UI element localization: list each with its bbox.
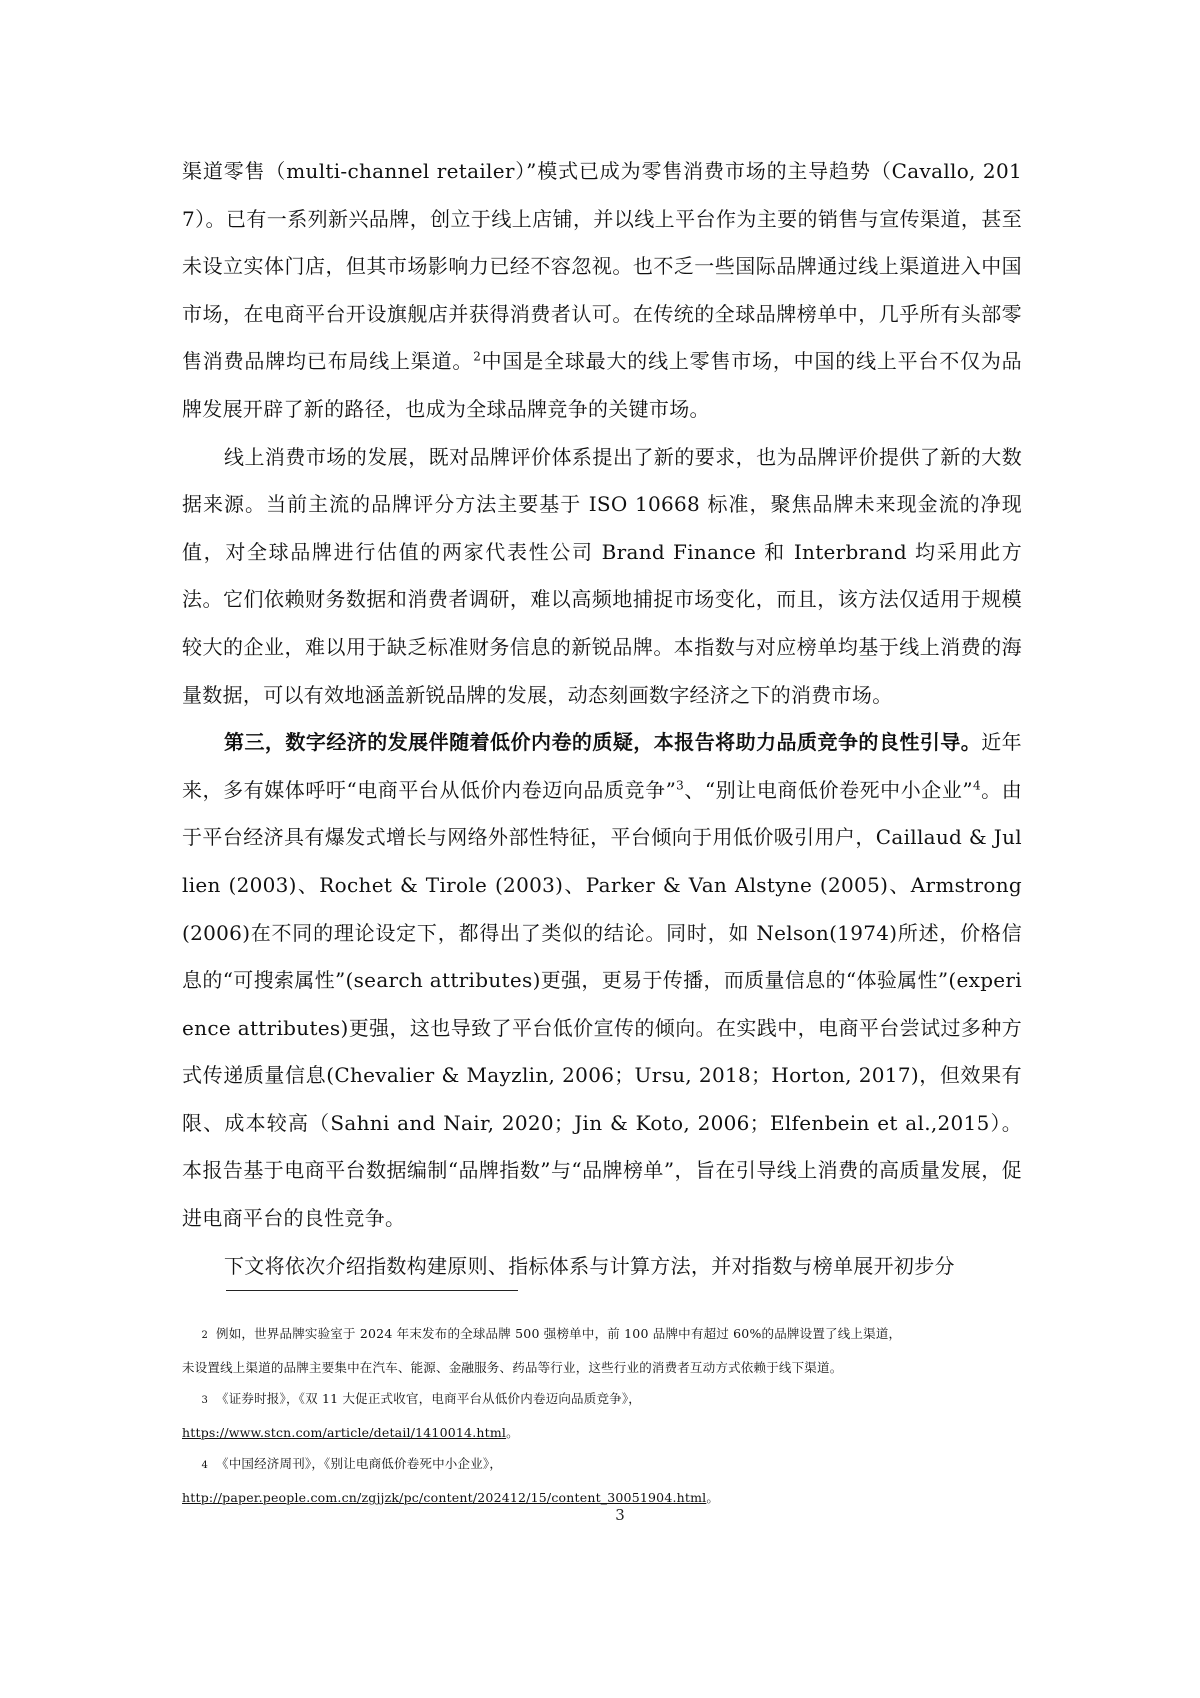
footnote-ref-2[interactable]: 2 xyxy=(473,349,482,364)
paragraph-2: 线上消费市场的发展，既对品牌评价体系提出了新的要求，也为品牌评价提供了新的大数据来源。当前主流的品牌评分方法主要基于 ISO 10668 标准，聚焦品牌未来现金流的净现值，对全球品牌进行估值的两家代表性公司 Brand Finance 和 Interbrand 均采用此方法。它们依赖财务数据和消费者调研，难以高频地捕捉市场变化，而且，该方法仅适用于规模较大的企业，难以用于缺乏标准财务信息的新锐品牌。本指数与对应榜单均基于线上消费的海量数据，可以有效地涵盖新锐品牌的发展，动态刻画数字经济之下的消费市场。 xyxy=(182,444,1022,707)
page-number: 3 xyxy=(615,1506,625,1524)
footnote-ref-3[interactable]: 3 xyxy=(676,778,685,793)
footnote-3-text: 《证券时报》，《双 11 大促正式收官，电商平台从低价内卷迈向品质竞争》， xyxy=(216,1391,642,1406)
footnote-3 xyxy=(182,1383,1022,1417)
paragraph-3-bold-lead: 第三，数字经济的发展伴随着低价内卷的质疑，本报告将助力品质竞争的良性引导。 xyxy=(224,730,982,755)
paragraph-3-text-b: 、“别让电商低价卷死中小企业” xyxy=(684,777,973,802)
paragraph-1-tail: 中国是全球最大的线上零售市场，中国的线上平台不仅为品牌发展开辟了新的路径，也成为全球品牌竞争的关键市场。 xyxy=(182,349,1022,421)
footnote-3-end: 。 xyxy=(506,1424,519,1440)
paragraph-3 xyxy=(182,719,1022,1243)
footnote-3-link-line xyxy=(182,1417,1022,1449)
footnote-2 xyxy=(182,1318,1022,1352)
footnote-2-line-1: 例如，世界品牌实验室于 2024 年末发布的全球品牌 500 强榜单中，前 100 品牌中有超过 60%的品牌设置了线上渠道， xyxy=(216,1326,902,1341)
paragraph-3-text-c: 。由于平台经济具有爆发式增长与网络外部性特征，平台倾向于用低价吸引用户，Caillaud & Jullien (2003)、Rochet & Tirole (2003)、Parker & Van Alstyne (2005)、Armstrong (2006)在不同的理论设定下，都得出了类似的结论。同时，如 Nelson(1974)所述，价格信息的“可搜索属性”(search attributes)更强，更易于传播，而质量信息的“体验属性”(experience attributes)更强，这也导致了平台低价宣传的倾向。在实践中，电商平台尝试过多种方式传递质量信息(Chevalier & Mayzlin, 2006；Ursu, 2018；Horton, 2017)，但效果有限、成本较高（Sahni and Nair, 2020；Jin & Koto, 2006；Elfenbein et al.,2015）。本报告基于电商平台数据编制“品牌指数”与“品牌榜单”，旨在引导线上消费的高质量发展，促进电商平台的良性竞争。 xyxy=(182,777,1023,1231)
paragraph-1-text: 渠道零售（multi-channel retailer）”模式已成为零售消费市场的主导趋势（Cavallo, 2017）。已有一系列新兴品牌，创立于线上店铺，并以线上平台作为主要的销售与宣传渠道，甚至未设立实体门店，但其市场影响力已经不容忽视。也不乏一些国际品牌通过线上渠道进入中国市场，在电商平台开设旗舰店并获得消费者认可。在传统的全球品牌榜单中，几乎所有头部零售消费品牌均已布局线上渠道。 xyxy=(182,159,1022,374)
footnote-ref-4[interactable]: 4 xyxy=(972,778,981,793)
footnote-2-number: 2 xyxy=(201,1330,208,1341)
footnote-4-link[interactable]: http://paper.people.com.cn/zgjjzk/pc/content/202412/15/content_30051904.html xyxy=(182,1489,707,1505)
footnote-4-end: 。 xyxy=(706,1489,720,1505)
footnote-4 xyxy=(182,1448,1022,1482)
footnote-3-link[interactable]: https://www.stcn.com/article/detail/1410014.html xyxy=(182,1424,507,1440)
paragraph-4: 下文将依次介绍指数构建原则、指标体系与计算方法，并对指数与榜单展开初步分 xyxy=(224,1253,955,1278)
body-text xyxy=(182,148,1022,1290)
footnote-4-number: 4 xyxy=(201,1460,208,1471)
paragraph-1 xyxy=(182,148,1022,434)
footnote-4-text: 《中国经济周刊》，《别让电商低价卷死中小企业》， xyxy=(216,1456,503,1471)
footnotes xyxy=(182,1318,1022,1513)
footnote-divider xyxy=(226,1290,518,1291)
footnote-3-number: 3 xyxy=(201,1395,208,1406)
footnote-2-continued: 未设置线上渠道的品牌主要集中在汽车、能源、金融服务、药品等行业，这些行业的消费者互动方式依赖于线下渠道。 xyxy=(182,1359,843,1375)
paragraph-3-text-a: 近年来，多有媒体呼吁“电商平台从低价内卷迈向品质竞争” xyxy=(182,730,1022,802)
